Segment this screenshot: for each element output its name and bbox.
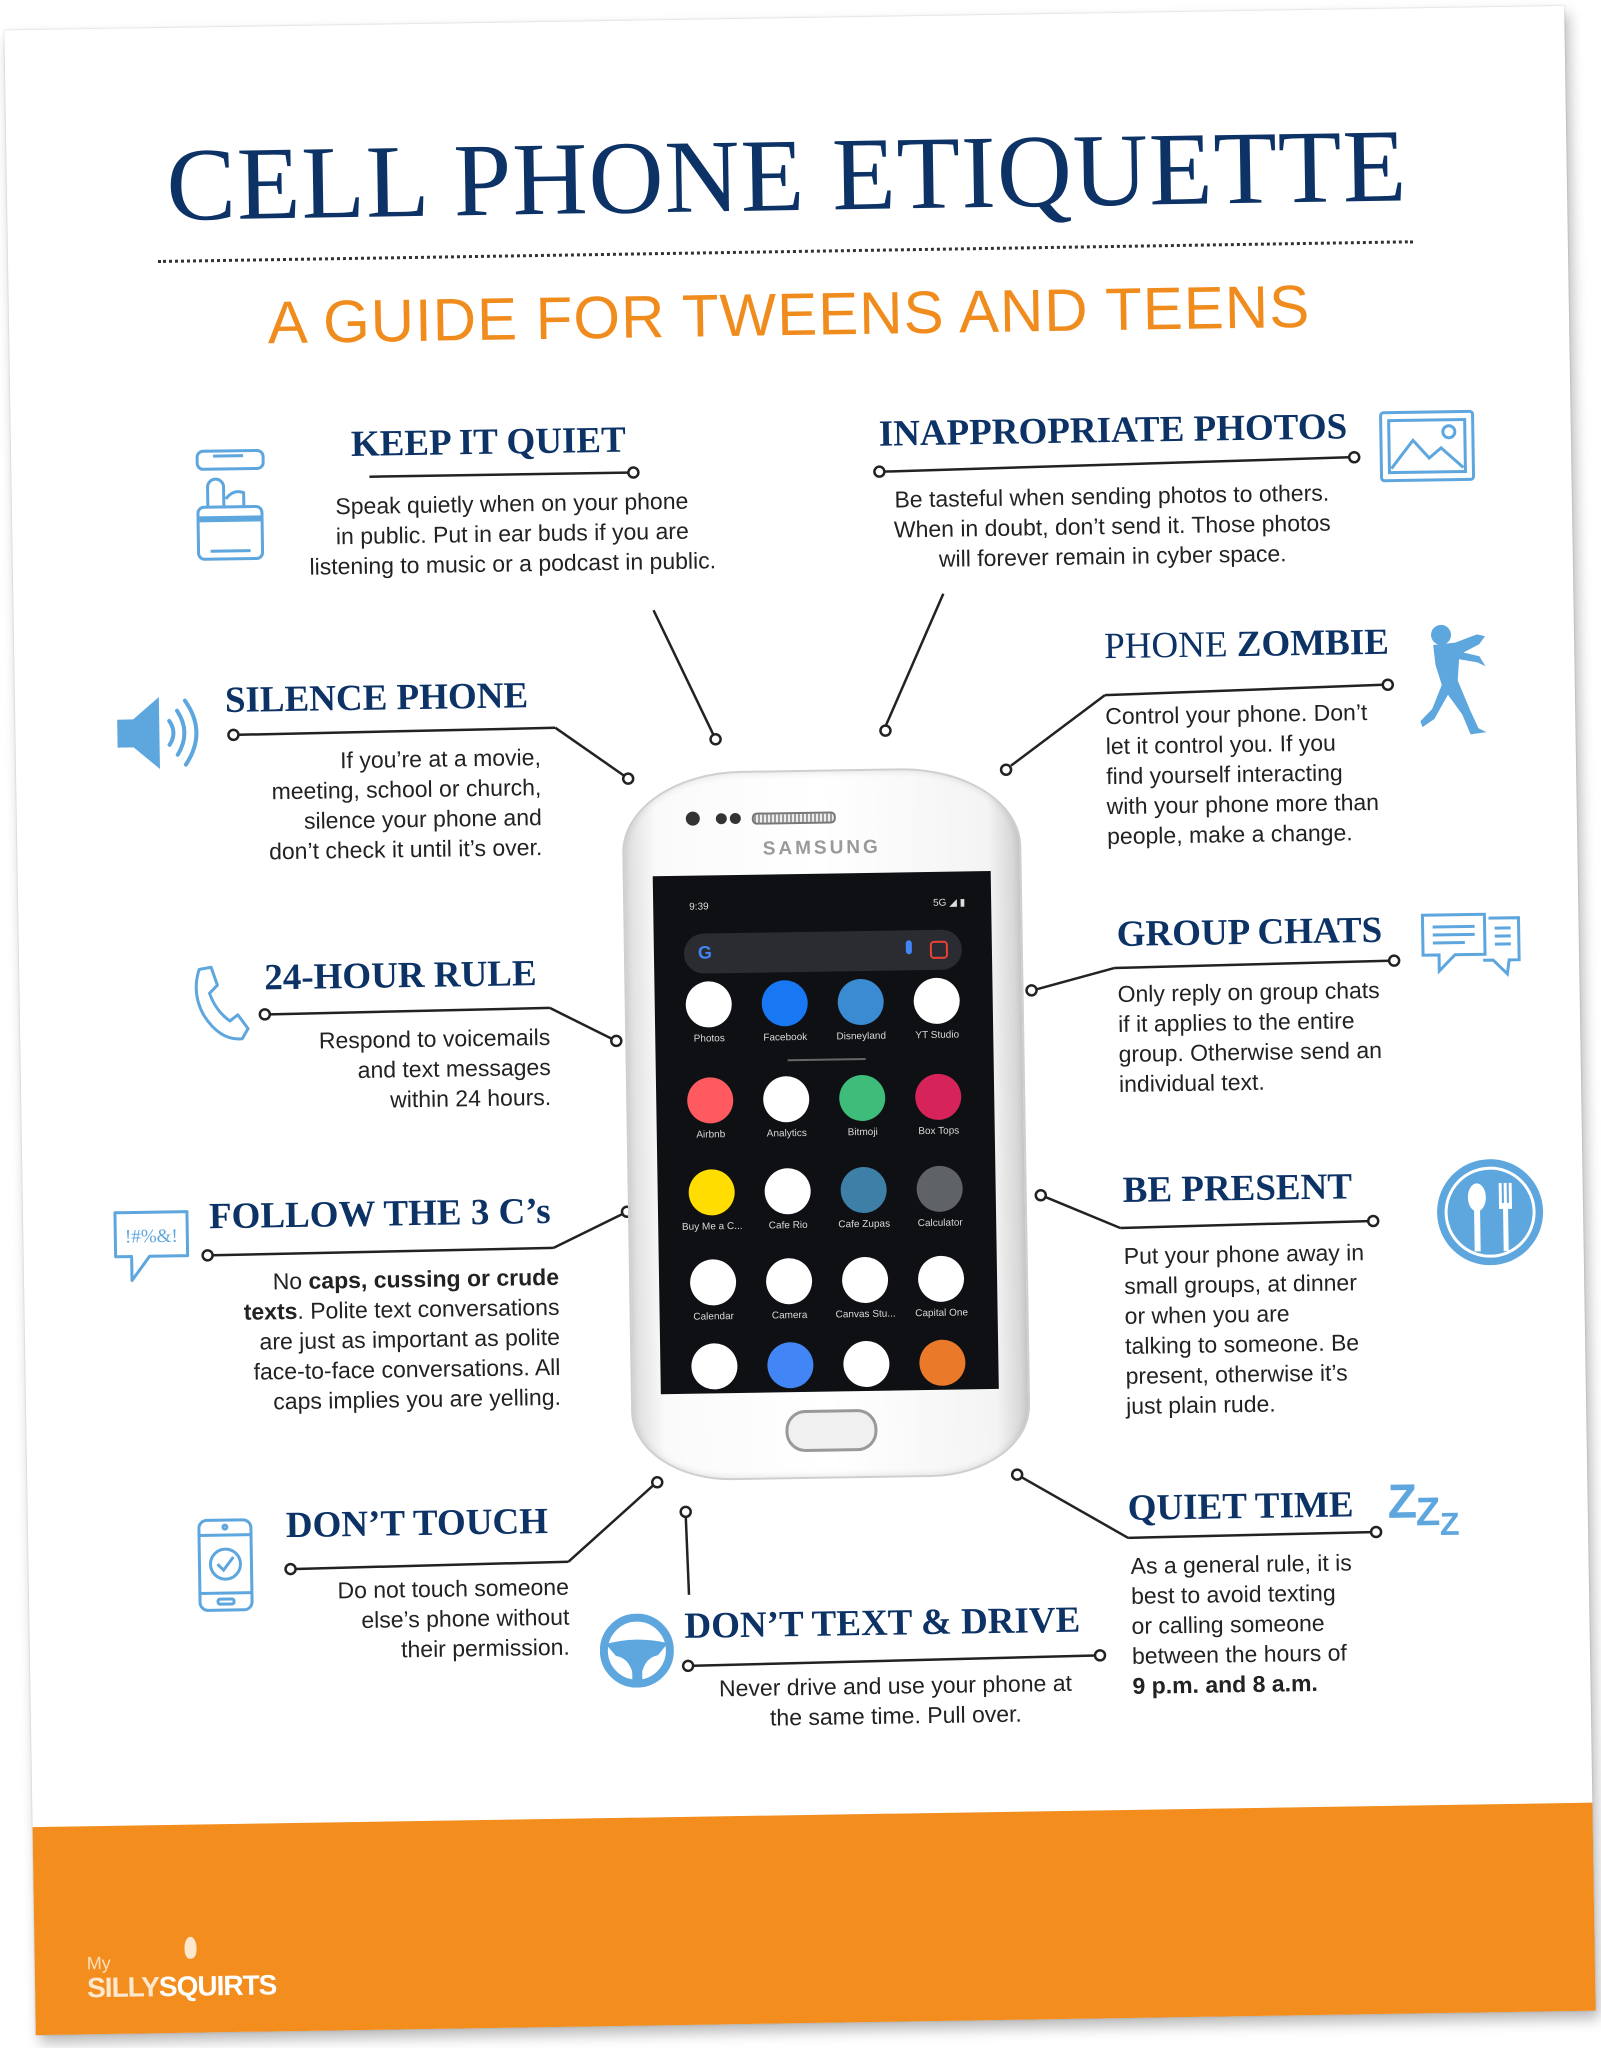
brand-label: SAMSUNG bbox=[762, 836, 882, 860]
dock-divider bbox=[788, 1058, 866, 1061]
logo-sprout-icon bbox=[184, 1937, 196, 1959]
app-icon[interactable] bbox=[825, 1166, 902, 1230]
app-icon[interactable] bbox=[672, 1077, 749, 1141]
app-icon[interactable] bbox=[903, 1255, 980, 1319]
app-icon-circle bbox=[840, 1167, 887, 1214]
status-time: 9:39 bbox=[689, 901, 709, 913]
steering-wheel-icon bbox=[599, 1613, 674, 1693]
home-button[interactable] bbox=[785, 1409, 878, 1452]
cussing-bubble-icon bbox=[111, 1208, 192, 1294]
app-icon-circle bbox=[691, 1343, 738, 1390]
app-label: Buy Me a C... bbox=[681, 1220, 743, 1233]
sensor-icon bbox=[730, 813, 741, 824]
phone-check-icon bbox=[196, 1517, 256, 1619]
app-label: Camera bbox=[771, 1309, 808, 1322]
be-present-title: BE PRESENT bbox=[1122, 1166, 1353, 1211]
mic-icon[interactable] bbox=[906, 940, 912, 954]
app-icon-circle bbox=[913, 977, 960, 1024]
app-label: YT Studio bbox=[915, 1029, 960, 1042]
be-present-text: Put your phone away in small groups, at dinner or when you are talking to someone. Be present, otherwise it’s just plain rude. bbox=[1123, 1239, 1365, 1419]
app-icon[interactable] bbox=[824, 1074, 901, 1138]
dont-touch-title: DON’T TOUCH bbox=[285, 1501, 549, 1547]
app-icon[interactable] bbox=[748, 1076, 825, 1140]
keep-it-quiet-text: Speak quietly when on your phone in public. Put in ear buds if you are listening to music or a podcast in public. bbox=[309, 487, 717, 580]
app-label bbox=[753, 1394, 829, 1395]
app-icon-circle bbox=[837, 979, 884, 1026]
app-icon-circle bbox=[763, 1076, 810, 1123]
app-icon[interactable] bbox=[828, 1340, 905, 1393]
24-hour-rule-title: 24-HOUR RULE bbox=[263, 953, 537, 999]
app-icon-circle bbox=[919, 1339, 966, 1386]
google-search-bar[interactable] bbox=[684, 929, 963, 973]
app-label: Analytics bbox=[766, 1127, 807, 1140]
app-icon[interactable] bbox=[898, 977, 975, 1041]
app-icon-circle bbox=[839, 1075, 886, 1122]
etiquette-sheet: CELL PHONE ETIQUETTE A GUIDE FOR TWEENS AND TEENS KEEP IT QUIET Speak quietly when on your phone in public. Put in ear buds if you are listening to music or a podcast in public. INAPPROPRIATE PHOTOS Be tasteful when sending photos to others. When in doubt, don’t send it. Those photos will forever remain in cyber space. SILENCE PHONE If you’re at a movie, meeting, school or church, silence your phone and don’t check it until it’s over. PHONE ZOMBIE Control your phone. Don’t let it control you. If you find yourself interacting with your phone more than people, make a change. 24-HOUR RULE Respond to voicemails and text messages within 24 hours. GROUP CHATS Only reply on group chats if it applies to the entire group. Otherwise send an individual text. !#%&! FOLLOW THE 3 C’s No caps, cussing or crude texts. Polite text conversations are just as important as polite face-to-face conversations. All caps implies you are yelling. BE PRESENT Put your phone away in small groups, at dinner or when you are talking to someone. Be present, otherwise it’s just plain rude. DON’T TOUCH Do not touch someone else’s phone without their permission. DON’T TEXT & DRIVE Never drive and use your phone at the same time. Pull over. QUIET TIME Z Z Z As a general rule, it is best to avoid texting or calling someone between the hours of 9 p.m. and 8 a.m. SAMSUNG 9:39 5G ◢ ▮ G Photos Facebook Disneyland YT Studio Airbnb Analytics Bitmoji Box Tops Buy Me a C... Cafe Rio Cafe Zupas Calculator Calendar Camera Canvas Stu... Capital One My SILLYSQUIRTS bbox=[4, 6, 1595, 2035]
app-icon[interactable] bbox=[676, 1343, 753, 1394]
follow-3-cs-text: No caps, cussing or crude texts. Polite text conversations are just as important as polite face-to-face conversations. All caps implies you are yelling. bbox=[243, 1263, 562, 1415]
app-icon-circle bbox=[842, 1257, 889, 1304]
phone-zombie-title: PHONE ZOMBIE bbox=[1103, 621, 1390, 668]
app-icon-circle bbox=[688, 1169, 735, 1216]
follow-3-cs-title: FOLLOW THE 3 C’s bbox=[208, 1190, 551, 1238]
app-icon[interactable] bbox=[901, 1165, 978, 1229]
24-hour-rule-text: Respond to voicemails and text messages within 24 hours. bbox=[318, 1023, 552, 1113]
google-g-icon: G bbox=[697, 942, 713, 963]
app-icon[interactable] bbox=[822, 978, 899, 1042]
earbuds-case-icon bbox=[191, 446, 273, 572]
phone-handset-icon bbox=[189, 965, 250, 1051]
app-icon-circle bbox=[843, 1341, 890, 1388]
app-label: Airbnb bbox=[696, 1129, 726, 1141]
app-icon[interactable] bbox=[900, 1073, 977, 1137]
quiet-time-text: As a general rule, it is best to avoid texting or calling someone between the hours of 9 p.m. and 8 a.m. bbox=[1130, 1549, 1352, 1699]
status-indicators: 5G ◢ ▮ bbox=[932, 897, 966, 909]
app-label bbox=[905, 1391, 981, 1392]
app-grid bbox=[670, 977, 976, 1323]
app-icon[interactable] bbox=[675, 1259, 752, 1323]
inappropriate-photos-title: INAPPROPRIATE PHOTOS bbox=[878, 406, 1348, 455]
app-icon-circle bbox=[687, 1077, 734, 1124]
app-label: Facebook bbox=[763, 1031, 808, 1044]
lens-icon[interactable] bbox=[930, 941, 948, 959]
app-icon[interactable] bbox=[673, 1169, 750, 1233]
silence-phone-text: If you’re at a movie, meeting, school or church, silence your phone and don’t check it until it’s over. bbox=[268, 744, 543, 865]
dont-text-drive-text: Never drive and use your phone at the same time. Pull over. bbox=[718, 1669, 1073, 1731]
app-icon-circle bbox=[766, 1258, 813, 1305]
dont-touch-text: Do not touch someone else’s phone without their permission. bbox=[337, 1573, 571, 1663]
plate-utensils-icon bbox=[1434, 1156, 1546, 1273]
keep-it-quiet-title: KEEP IT QUIET bbox=[350, 419, 627, 465]
image-icon bbox=[1378, 409, 1475, 487]
app-icon[interactable] bbox=[670, 981, 747, 1045]
app-icon[interactable] bbox=[749, 1168, 826, 1232]
app-icon[interactable] bbox=[751, 1258, 828, 1322]
footer-band bbox=[33, 1803, 1596, 2035]
app-label: Photos bbox=[693, 1033, 725, 1045]
silly-squirts-logo: SILLYSQUIRTS bbox=[86, 1969, 277, 2004]
logo-my: My bbox=[86, 1952, 111, 1974]
page-subtitle: A GUIDE FOR TWEENS AND TEENS bbox=[267, 272, 1311, 357]
front-camera-icon bbox=[686, 812, 700, 826]
app-label: Bitmoji bbox=[847, 1126, 878, 1139]
app-icon-circle bbox=[767, 1342, 814, 1389]
app-icon-circle bbox=[916, 1165, 963, 1212]
svg-text:!#%&!: !#%&! bbox=[124, 1225, 178, 1248]
app-icon-circle bbox=[918, 1255, 965, 1302]
app-label: Calculator bbox=[917, 1217, 963, 1230]
app-label: Disneyland bbox=[836, 1030, 887, 1043]
app-label bbox=[829, 1392, 905, 1393]
app-icon-circle bbox=[915, 1073, 962, 1120]
app-icon-circle bbox=[764, 1168, 811, 1215]
dont-text-drive-title: DON’T TEXT & DRIVE bbox=[684, 1599, 1081, 1647]
app-icon[interactable] bbox=[746, 980, 823, 1044]
app-label: Calendar bbox=[693, 1311, 735, 1323]
samsung-phone-image bbox=[621, 767, 1031, 1482]
app-icon-circle bbox=[761, 980, 808, 1027]
group-chats-text: Only reply on group chats if it applies to the entire group. Otherwise send an individual text. bbox=[1117, 976, 1383, 1097]
app-label: Box Tops bbox=[918, 1125, 960, 1138]
app-icon-circle bbox=[685, 981, 732, 1028]
app-icon[interactable] bbox=[904, 1339, 981, 1392]
app-label: Cafe Zupas bbox=[838, 1218, 891, 1231]
app-icon[interactable] bbox=[752, 1342, 829, 1395]
app-label: Cafe Rio bbox=[768, 1219, 808, 1232]
app-label: Canvas Stu... bbox=[835, 1308, 896, 1321]
quiet-time-title: QUIET TIME bbox=[1127, 1484, 1354, 1529]
app-label: Capital One bbox=[915, 1307, 969, 1320]
phone-screen bbox=[653, 871, 999, 1394]
inappropriate-photos-text: Be tasteful when sending photos to others. When in doubt, don’t send it. Those photos will forever remain in cyber space. bbox=[893, 479, 1331, 572]
page-title: CELL PHONE ETIQUETTE bbox=[165, 108, 1408, 243]
silence-phone-title: SILENCE PHONE bbox=[224, 675, 529, 721]
earpiece-speaker bbox=[752, 811, 836, 824]
group-chats-title: GROUP CHATS bbox=[1116, 909, 1383, 956]
app-icon[interactable] bbox=[827, 1256, 904, 1320]
sensor-icon bbox=[716, 813, 727, 824]
phone-zombie-text: Control your phone. Don’t let it control you. If you find yourself interacting with your phone more than people, make a change. bbox=[1105, 699, 1380, 850]
app-icon-circle bbox=[690, 1259, 737, 1306]
